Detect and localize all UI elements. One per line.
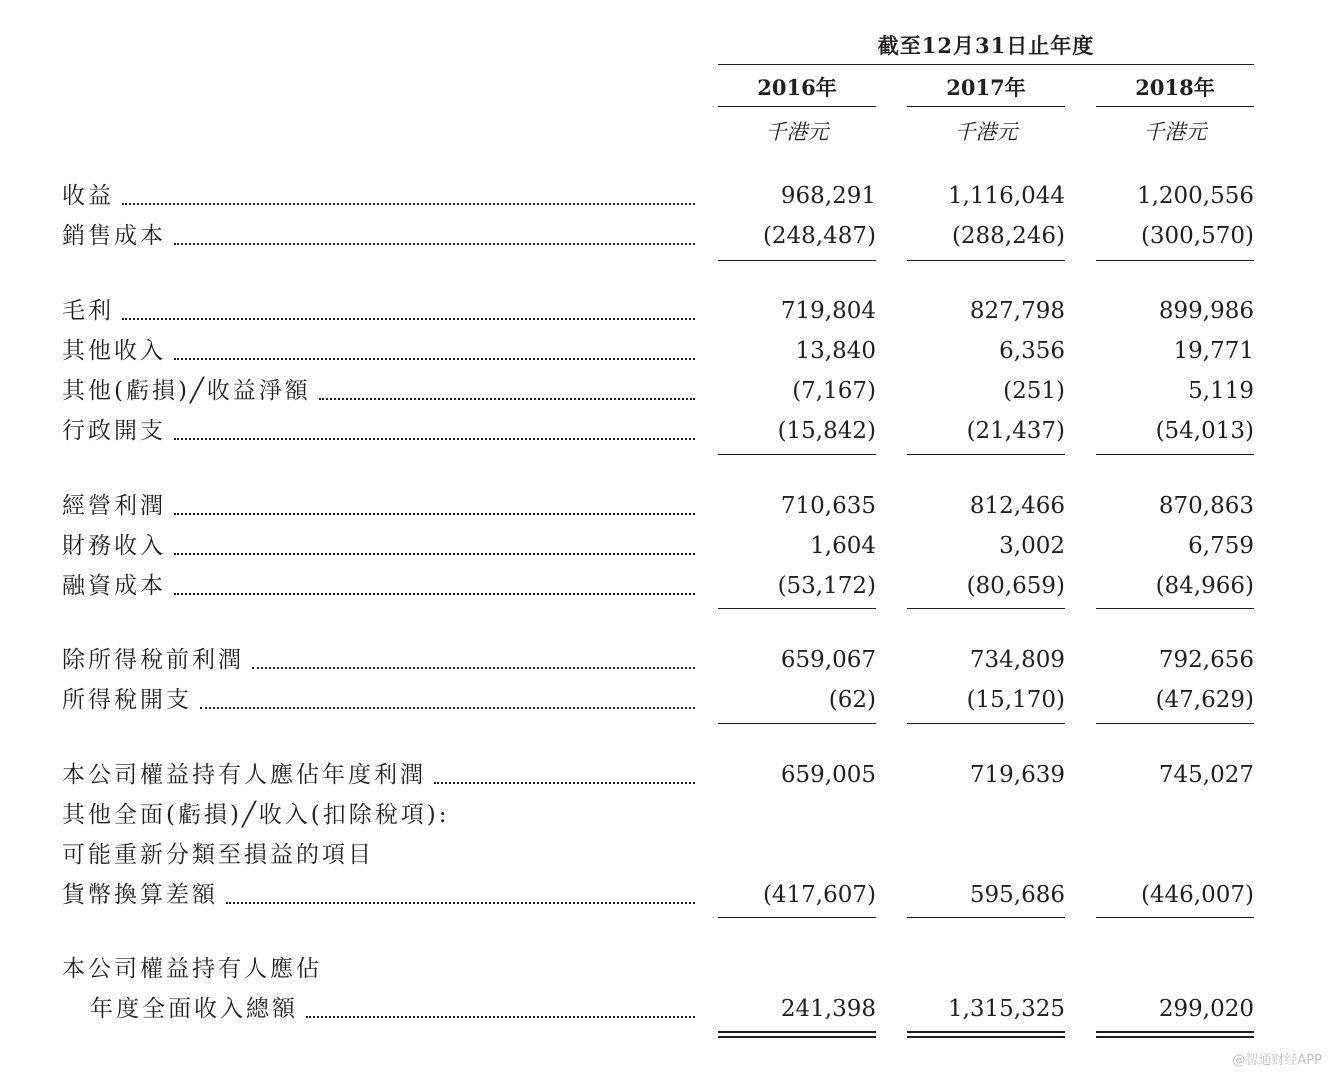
value-cell: (300,570) (1140, 223, 1254, 249)
value-cell: (446,007) (1140, 882, 1254, 908)
value-cell: (417,607) (762, 882, 876, 908)
value-cell: 19,771 (1173, 338, 1254, 364)
value-cell: 719,639 (969, 762, 1065, 788)
row-label-profit-for-year: 本公司權益持有人應佔年度利潤 (62, 759, 695, 791)
value-cell: 1,604 (810, 533, 876, 559)
value-cell: 595,686 (969, 882, 1065, 908)
subtotal-rule (718, 454, 876, 455)
total-double-rule (907, 1031, 1065, 1033)
subtotal-rule (718, 917, 876, 918)
row-label-finance-income: 財務收入 (62, 530, 695, 562)
total-double-rule (1096, 1031, 1254, 1033)
year-underline (907, 106, 1065, 107)
year-2016-header: 2016年 (757, 75, 837, 100)
value-cell: 3,002 (999, 533, 1065, 559)
value-cell: (80,659) (966, 573, 1065, 599)
row-label-other-losses-gains: 其他(虧損)╱收益淨額 (62, 375, 695, 407)
subtotal-rule (718, 260, 876, 261)
value-cell: 734,809 (969, 647, 1065, 673)
subtotal-rule (1096, 917, 1254, 918)
subtotal-rule (907, 454, 1065, 455)
year-2017-header: 2017年 (946, 75, 1026, 100)
value-cell: (54,013) (1155, 418, 1254, 444)
value-cell: (15,170) (966, 687, 1065, 713)
row-label-other-income: 其他收入 (62, 335, 695, 367)
row-label-income-tax: 所得稅開支 (62, 684, 695, 716)
total-double-rule (1096, 1036, 1254, 1038)
value-cell: (288,246) (951, 223, 1065, 249)
subtotal-rule (1096, 608, 1254, 609)
value-cell: 719,804 (780, 298, 876, 324)
value-cell: 659,067 (780, 647, 876, 673)
subtotal-rule (1096, 454, 1254, 455)
subtotal-rule (907, 260, 1065, 261)
row-label-total-comprehensive-heading: 本公司權益持有人應佔 (62, 956, 322, 982)
value-cell: 5,119 (1188, 378, 1254, 404)
value-cell: 745,027 (1158, 762, 1254, 788)
value-cell: 899,986 (1158, 298, 1254, 324)
total-double-rule (907, 1036, 1065, 1038)
value-cell: 659,005 (780, 762, 876, 788)
value-cell: (62) (828, 687, 876, 713)
value-cell: (84,966) (1155, 573, 1254, 599)
value-cell: 1,315,325 (947, 996, 1065, 1022)
subtotal-rule (907, 723, 1065, 724)
header-rule (718, 64, 1254, 65)
row-label-operating-profit: 經營利潤 (62, 490, 695, 522)
value-cell: (53,172) (777, 573, 876, 599)
year-underline (1096, 106, 1254, 107)
value-cell: 870,863 (1158, 493, 1254, 519)
period-title: 截至12月31日止年度 (877, 33, 1095, 58)
value-cell: 968,291 (780, 183, 876, 209)
value-cell: 792,656 (1158, 647, 1254, 673)
total-double-rule (718, 1031, 876, 1033)
subtotal-rule (1096, 723, 1254, 724)
value-cell: 1,116,044 (947, 183, 1065, 209)
value-cell: 299,020 (1158, 996, 1254, 1022)
row-label-revenue: 收益 (62, 180, 695, 212)
value-cell: 710,635 (780, 493, 876, 519)
row-label-profit-before-tax: 除所得稅前利潤 (62, 644, 695, 676)
row-label-other-comprehensive-heading: 其他全面(虧損)╱收入(扣除稅項): (62, 802, 450, 828)
year-2018-header: 2018年 (1135, 75, 1215, 100)
subtotal-rule (718, 608, 876, 609)
value-cell: (15,842) (777, 418, 876, 444)
value-cell: 13,840 (795, 338, 876, 364)
value-cell: 6,356 (999, 338, 1065, 364)
value-cell: (251) (1003, 378, 1065, 404)
value-cell: 827,798 (969, 298, 1065, 324)
row-label-currency-translation: 貨幣換算差額 (62, 879, 695, 911)
value-cell: (7,167) (792, 378, 876, 404)
row-label-finance-costs: 融資成本 (62, 570, 695, 602)
subtotal-rule (907, 917, 1065, 918)
value-cell: (21,437) (966, 418, 1065, 444)
subtotal-rule (1096, 260, 1254, 261)
row-label-reclassifiable-items-heading: 可能重新分類至損益的項目 (62, 842, 374, 868)
row-label-cost-of-sales: 銷售成本 (62, 220, 695, 252)
value-cell: 1,200,556 (1136, 183, 1254, 209)
subtotal-rule (907, 608, 1065, 609)
watermark: @智通财经APP (1232, 1053, 1322, 1068)
value-cell: (248,487) (762, 223, 876, 249)
unit-label: 千港元 (954, 120, 1018, 144)
value-cell: 6,759 (1188, 533, 1254, 559)
total-double-rule (718, 1036, 876, 1038)
value-cell: 812,466 (969, 493, 1065, 519)
year-underline (718, 106, 876, 107)
unit-label: 千港元 (1143, 120, 1207, 144)
row-label-admin-expenses: 行政開支 (62, 415, 695, 447)
value-cell: (47,629) (1155, 687, 1254, 713)
subtotal-rule (718, 723, 876, 724)
unit-label: 千港元 (765, 120, 829, 144)
row-label-gross-profit: 毛利 (62, 295, 695, 327)
value-cell: 241,398 (780, 996, 876, 1022)
row-label-total-comprehensive-income: 年度全面收入總額 (90, 993, 695, 1025)
